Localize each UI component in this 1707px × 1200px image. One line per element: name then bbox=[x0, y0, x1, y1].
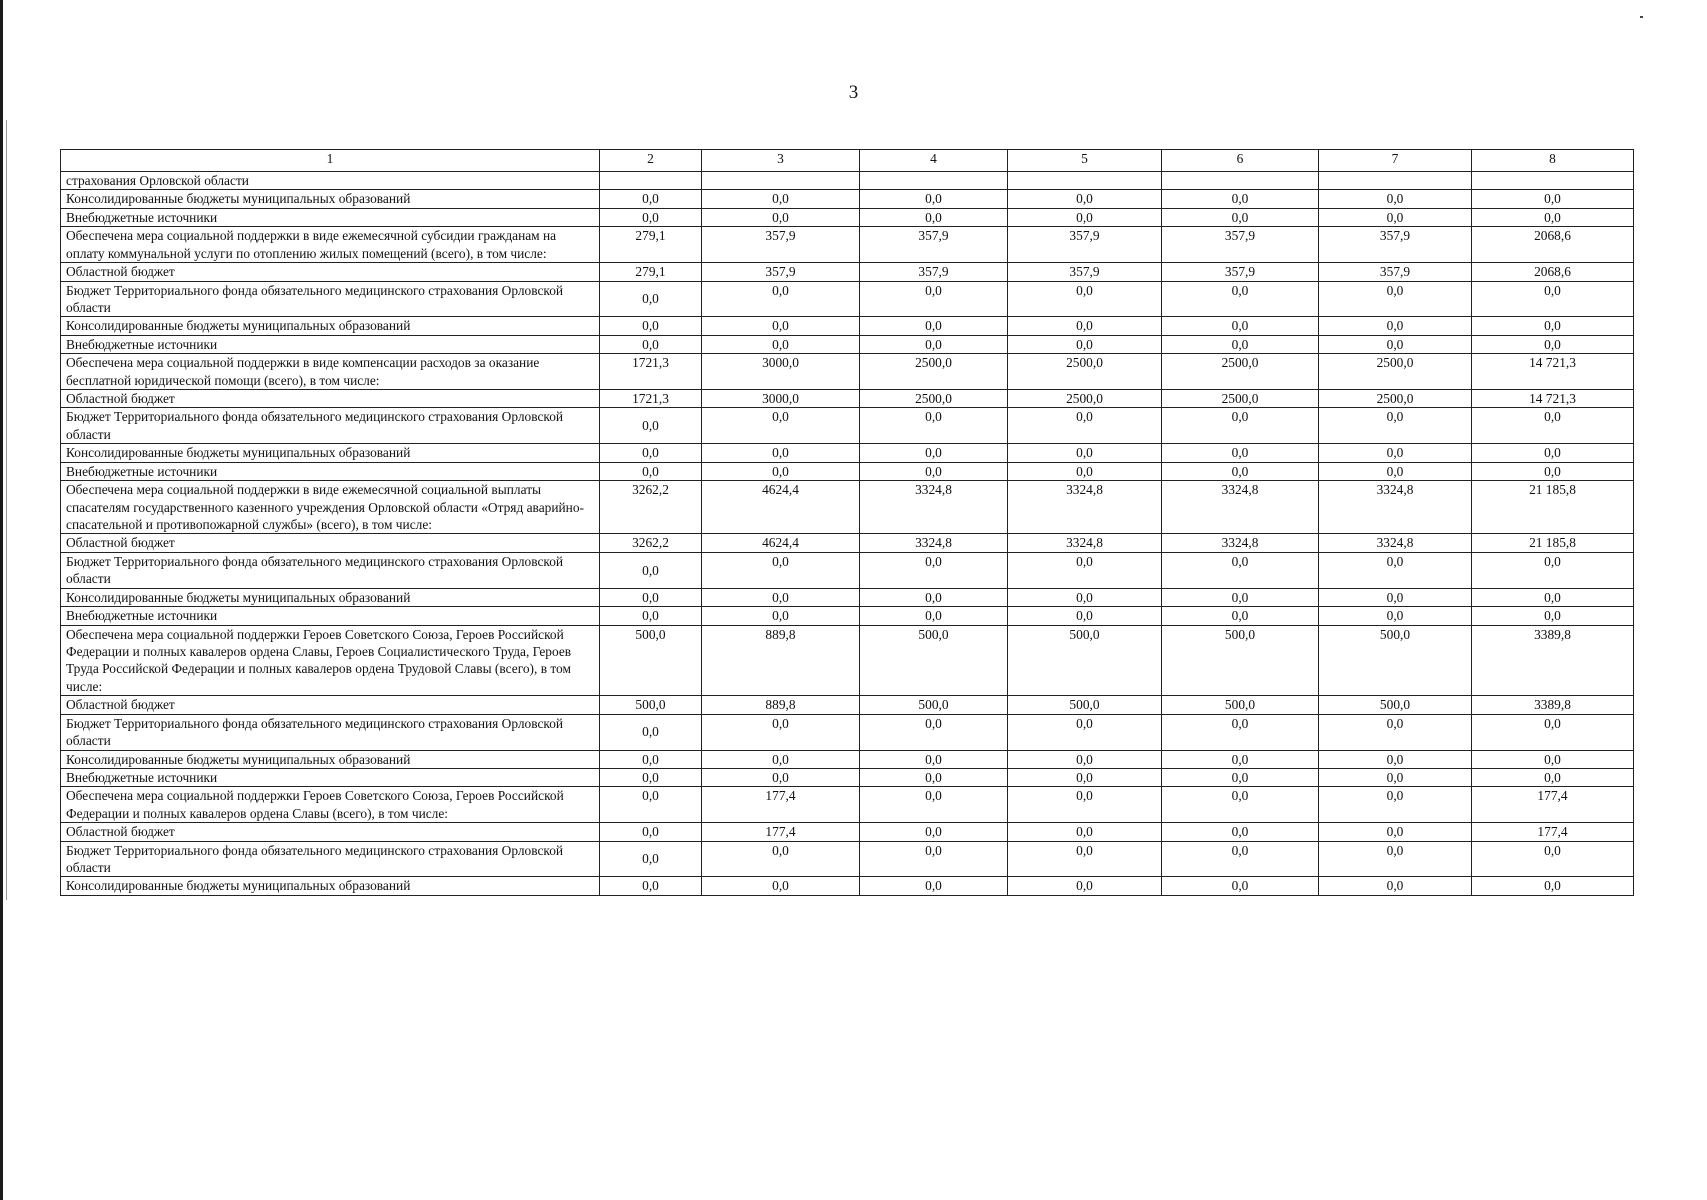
value-cell: 21 185,8 bbox=[1472, 534, 1634, 552]
value-cell: 0,0 bbox=[1162, 607, 1319, 625]
value-cell: 0,0 bbox=[600, 552, 702, 588]
row-label: Бюджет Территориального фонда обязательного медицинского страхования Орловской области bbox=[61, 714, 600, 750]
value-cell: 0,0 bbox=[1472, 281, 1634, 317]
row-label: Бюджет Территориального фонда обязательного медицинского страхования Орловской области bbox=[61, 841, 600, 877]
value-cell: 0,0 bbox=[600, 714, 702, 750]
value-cell: 2068,6 bbox=[1472, 263, 1634, 281]
value-cell: 0,0 bbox=[1319, 588, 1472, 606]
column-header: 3 bbox=[702, 150, 860, 172]
row-label: Областной бюджет bbox=[61, 534, 600, 552]
value-cell: 0,0 bbox=[1008, 408, 1162, 444]
value-cell: 0,0 bbox=[1162, 335, 1319, 353]
row-label: Консолидированные бюджеты муниципальных образований bbox=[61, 190, 600, 208]
value-cell: 0,0 bbox=[1472, 462, 1634, 480]
table-body bbox=[61, 172, 1634, 896]
table-row bbox=[61, 444, 1634, 462]
value-cell: 500,0 bbox=[1008, 625, 1162, 696]
value-cell: 2500,0 bbox=[1008, 390, 1162, 408]
value-cell: 0,0 bbox=[702, 281, 860, 317]
value-cell: 0,0 bbox=[860, 607, 1008, 625]
row-label: Областной бюджет bbox=[61, 263, 600, 281]
value-cell: 21 185,8 bbox=[1472, 481, 1634, 534]
value-cell: 0,0 bbox=[860, 208, 1008, 226]
row-label: Областной бюджет bbox=[61, 823, 600, 841]
value-cell: 2500,0 bbox=[1008, 354, 1162, 390]
value-cell: 3324,8 bbox=[1319, 534, 1472, 552]
value-cell: 500,0 bbox=[1319, 696, 1472, 714]
row-label: Консолидированные бюджеты муниципальных образований bbox=[61, 588, 600, 606]
table-row bbox=[61, 172, 1634, 190]
value-cell: 0,0 bbox=[702, 714, 860, 750]
value-cell: 0,0 bbox=[600, 462, 702, 480]
value-cell: 0,0 bbox=[702, 208, 860, 226]
value-cell: 0,0 bbox=[1472, 841, 1634, 877]
value-cell: 357,9 bbox=[1008, 227, 1162, 263]
value-cell: 1721,3 bbox=[600, 354, 702, 390]
page-number: 3 bbox=[848, 82, 859, 103]
table-row bbox=[61, 190, 1634, 208]
value-cell: 0,0 bbox=[702, 750, 860, 768]
value-cell: 0,0 bbox=[1319, 787, 1472, 823]
value-cell: 177,4 bbox=[1472, 787, 1634, 823]
value-cell bbox=[1319, 172, 1472, 190]
value-cell: 279,1 bbox=[600, 227, 702, 263]
value-cell: 0,0 bbox=[1472, 190, 1634, 208]
value-cell: 0,0 bbox=[1472, 714, 1634, 750]
value-cell: 0,0 bbox=[860, 190, 1008, 208]
value-cell: 0,0 bbox=[860, 877, 1008, 895]
row-label: Бюджет Территориального фонда обязательного медицинского страхования Орловской области bbox=[61, 408, 600, 444]
column-header: 6 bbox=[1162, 150, 1319, 172]
value-cell: 0,0 bbox=[1162, 408, 1319, 444]
value-cell: 0,0 bbox=[860, 281, 1008, 317]
row-label: Обеспечена мера социальной поддержки Героев Советского Союза, Героев Российской Федерации и полных кавалеров ордена Славы, Героев Социалистического Труда, Героев Труда Российской Федерации и полных кавалеров ордена Трудовой Славы (всего), в том числе: bbox=[61, 625, 600, 696]
value-cell: 0,0 bbox=[1008, 823, 1162, 841]
value-cell: 177,4 bbox=[702, 787, 860, 823]
value-cell: 0,0 bbox=[860, 768, 1008, 786]
value-cell: 0,0 bbox=[702, 190, 860, 208]
value-cell: 0,0 bbox=[1008, 208, 1162, 226]
row-label: Внебюджетные источники bbox=[61, 768, 600, 786]
value-cell: 0,0 bbox=[600, 768, 702, 786]
table-row bbox=[61, 534, 1634, 552]
value-cell: 177,4 bbox=[702, 823, 860, 841]
value-cell: 357,9 bbox=[860, 263, 1008, 281]
value-cell: 0,0 bbox=[1319, 208, 1472, 226]
row-label: Внебюджетные источники bbox=[61, 208, 600, 226]
value-cell: 357,9 bbox=[1162, 263, 1319, 281]
value-cell: 3389,8 bbox=[1472, 696, 1634, 714]
table-row bbox=[61, 588, 1634, 606]
value-cell: 0,0 bbox=[860, 335, 1008, 353]
value-cell: 0,0 bbox=[860, 841, 1008, 877]
value-cell: 0,0 bbox=[1162, 552, 1319, 588]
table-row bbox=[61, 625, 1634, 696]
column-header: 7 bbox=[1319, 150, 1472, 172]
value-cell: 2068,6 bbox=[1472, 227, 1634, 263]
value-cell: 0,0 bbox=[1162, 877, 1319, 895]
value-cell: 14 721,3 bbox=[1472, 354, 1634, 390]
value-cell: 0,0 bbox=[1162, 588, 1319, 606]
value-cell: 0,0 bbox=[1162, 768, 1319, 786]
value-cell: 0,0 bbox=[1319, 462, 1472, 480]
value-cell: 500,0 bbox=[860, 625, 1008, 696]
value-cell bbox=[1162, 172, 1319, 190]
row-label: Обеспечена мера социальной поддержки в виде ежемесячной субсидии гражданам на оплату коммунальной услуги по отоплению жилых помещений (всего), в том числе: bbox=[61, 227, 600, 263]
table-row bbox=[61, 481, 1634, 534]
value-cell: 0,0 bbox=[1162, 444, 1319, 462]
value-cell: 0,0 bbox=[860, 823, 1008, 841]
value-cell: 0,0 bbox=[860, 750, 1008, 768]
value-cell: 0,0 bbox=[860, 588, 1008, 606]
table-row bbox=[61, 823, 1634, 841]
row-label: страхования Орловской области bbox=[61, 172, 600, 190]
value-cell: 0,0 bbox=[1162, 317, 1319, 335]
value-cell: 0,0 bbox=[600, 208, 702, 226]
value-cell: 14 721,3 bbox=[1472, 390, 1634, 408]
table-row bbox=[61, 354, 1634, 390]
value-cell: 0,0 bbox=[1162, 823, 1319, 841]
value-cell: 0,0 bbox=[1008, 335, 1162, 353]
table-row bbox=[61, 768, 1634, 786]
column-header: 5 bbox=[1008, 150, 1162, 172]
value-cell: 0,0 bbox=[1472, 552, 1634, 588]
value-cell: 0,0 bbox=[1008, 750, 1162, 768]
value-cell: 889,8 bbox=[702, 625, 860, 696]
value-cell: 0,0 bbox=[1319, 607, 1472, 625]
value-cell: 3000,0 bbox=[702, 354, 860, 390]
column-header: 8 bbox=[1472, 150, 1634, 172]
value-cell: 0,0 bbox=[600, 823, 702, 841]
table-row bbox=[61, 390, 1634, 408]
row-label: Бюджет Территориального фонда обязательного медицинского страхования Орловской области bbox=[61, 281, 600, 317]
value-cell: 0,0 bbox=[1319, 841, 1472, 877]
table-row bbox=[61, 335, 1634, 353]
row-label: Областной бюджет bbox=[61, 696, 600, 714]
value-cell: 0,0 bbox=[1319, 714, 1472, 750]
value-cell: 0,0 bbox=[1162, 750, 1319, 768]
value-cell: 0,0 bbox=[1008, 281, 1162, 317]
value-cell: 0,0 bbox=[702, 335, 860, 353]
value-cell: 0,0 bbox=[600, 281, 702, 317]
row-label: Областной бюджет bbox=[61, 390, 600, 408]
table-row bbox=[61, 750, 1634, 768]
value-cell: 0,0 bbox=[860, 408, 1008, 444]
value-cell: 0,0 bbox=[1472, 768, 1634, 786]
value-cell: 500,0 bbox=[1162, 696, 1319, 714]
column-header: 4 bbox=[860, 150, 1008, 172]
value-cell: 0,0 bbox=[1008, 768, 1162, 786]
value-cell: 500,0 bbox=[1008, 696, 1162, 714]
value-cell: 0,0 bbox=[860, 552, 1008, 588]
value-cell: 2500,0 bbox=[860, 354, 1008, 390]
value-cell: 0,0 bbox=[702, 607, 860, 625]
value-cell: 0,0 bbox=[600, 588, 702, 606]
value-cell: 0,0 bbox=[702, 841, 860, 877]
value-cell: 0,0 bbox=[1162, 841, 1319, 877]
value-cell: 0,0 bbox=[600, 607, 702, 625]
value-cell: 0,0 bbox=[1008, 787, 1162, 823]
value-cell: 0,0 bbox=[600, 408, 702, 444]
value-cell: 2500,0 bbox=[1162, 354, 1319, 390]
value-cell: 0,0 bbox=[600, 787, 702, 823]
value-cell: 0,0 bbox=[1472, 607, 1634, 625]
value-cell: 3262,2 bbox=[600, 481, 702, 534]
value-cell: 357,9 bbox=[1319, 263, 1472, 281]
value-cell: 357,9 bbox=[1008, 263, 1162, 281]
value-cell: 0,0 bbox=[1319, 768, 1472, 786]
value-cell: 0,0 bbox=[1008, 841, 1162, 877]
table-row bbox=[61, 877, 1634, 895]
value-cell: 0,0 bbox=[1008, 552, 1162, 588]
column-header: 1 bbox=[61, 150, 600, 172]
value-cell: 3324,8 bbox=[860, 534, 1008, 552]
row-label: Внебюджетные источники bbox=[61, 607, 600, 625]
value-cell: 357,9 bbox=[702, 227, 860, 263]
value-cell: 0,0 bbox=[860, 714, 1008, 750]
value-cell: 0,0 bbox=[600, 750, 702, 768]
value-cell: 177,4 bbox=[1472, 823, 1634, 841]
value-cell: 0,0 bbox=[860, 444, 1008, 462]
table-row bbox=[61, 714, 1634, 750]
value-cell: 0,0 bbox=[1472, 335, 1634, 353]
row-label: Консолидированные бюджеты муниципальных образований bbox=[61, 317, 600, 335]
value-cell: 4624,4 bbox=[702, 481, 860, 534]
value-cell: 3324,8 bbox=[860, 481, 1008, 534]
row-label: Бюджет Территориального фонда обязательного медицинского страхования Орловской области bbox=[61, 552, 600, 588]
value-cell bbox=[702, 172, 860, 190]
value-cell: 0,0 bbox=[1008, 607, 1162, 625]
value-cell: 0,0 bbox=[1162, 787, 1319, 823]
value-cell: 3389,8 bbox=[1472, 625, 1634, 696]
value-cell: 500,0 bbox=[600, 625, 702, 696]
value-cell: 3324,8 bbox=[1319, 481, 1472, 534]
value-cell: 0,0 bbox=[600, 841, 702, 877]
row-label: Консолидированные бюджеты муниципальных образований bbox=[61, 877, 600, 895]
value-cell: 0,0 bbox=[1472, 877, 1634, 895]
value-cell: 0,0 bbox=[702, 408, 860, 444]
table-row bbox=[61, 208, 1634, 226]
value-cell: 0,0 bbox=[1008, 588, 1162, 606]
value-cell: 357,9 bbox=[1319, 227, 1472, 263]
value-cell: 1721,3 bbox=[600, 390, 702, 408]
value-cell: 0,0 bbox=[1162, 281, 1319, 317]
value-cell: 0,0 bbox=[1319, 335, 1472, 353]
value-cell: 0,0 bbox=[702, 877, 860, 895]
value-cell: 2500,0 bbox=[1319, 390, 1472, 408]
value-cell: 0,0 bbox=[702, 444, 860, 462]
table-row bbox=[61, 227, 1634, 263]
value-cell: 500,0 bbox=[860, 696, 1008, 714]
row-label: Консолидированные бюджеты муниципальных образований bbox=[61, 444, 600, 462]
value-cell: 0,0 bbox=[860, 462, 1008, 480]
value-cell: 889,8 bbox=[702, 696, 860, 714]
value-cell: 0,0 bbox=[1319, 317, 1472, 335]
value-cell: 357,9 bbox=[1162, 227, 1319, 263]
budget-table bbox=[60, 149, 1634, 896]
table-row bbox=[61, 408, 1634, 444]
binding-edge bbox=[0, 0, 3, 1200]
table-row bbox=[61, 607, 1634, 625]
table-row bbox=[61, 281, 1634, 317]
value-cell: 0,0 bbox=[702, 768, 860, 786]
value-cell: 0,0 bbox=[1319, 823, 1472, 841]
value-cell: 0,0 bbox=[1472, 317, 1634, 335]
value-cell: 0,0 bbox=[1008, 317, 1162, 335]
value-cell: 0,0 bbox=[1472, 588, 1634, 606]
row-label: Обеспечена мера социальной поддержки Героев Советского Союза, Героев Российской Федерации и полных кавалеров ордена Славы (всего), в том числе: bbox=[61, 787, 600, 823]
value-cell: 0,0 bbox=[1008, 877, 1162, 895]
value-cell: 0,0 bbox=[1008, 714, 1162, 750]
value-cell: 0,0 bbox=[860, 787, 1008, 823]
value-cell bbox=[1008, 172, 1162, 190]
header-row bbox=[61, 150, 1634, 172]
value-cell: 2500,0 bbox=[1162, 390, 1319, 408]
table-row bbox=[61, 787, 1634, 823]
value-cell: 0,0 bbox=[1319, 552, 1472, 588]
table-row bbox=[61, 462, 1634, 480]
row-label: Внебюджетные источники bbox=[61, 335, 600, 353]
value-cell: 0,0 bbox=[1319, 877, 1472, 895]
table-row bbox=[61, 841, 1634, 877]
value-cell: 2500,0 bbox=[860, 390, 1008, 408]
value-cell: 0,0 bbox=[600, 877, 702, 895]
value-cell: 4624,4 bbox=[702, 534, 860, 552]
value-cell: 2500,0 bbox=[1319, 354, 1472, 390]
value-cell: 279,1 bbox=[600, 263, 702, 281]
value-cell: 0,0 bbox=[1472, 444, 1634, 462]
value-cell: 0,0 bbox=[1162, 462, 1319, 480]
value-cell: 0,0 bbox=[1319, 750, 1472, 768]
value-cell: 500,0 bbox=[1162, 625, 1319, 696]
table-row bbox=[61, 552, 1634, 588]
value-cell: 3324,8 bbox=[1008, 481, 1162, 534]
row-label: Обеспечена мера социальной поддержки в виде ежемесячной социальной выплаты спасателям государственного казенного учреждения Орловской области «Отряд аварийно-спасательной и противопожарной службы» (всего), в том числе: bbox=[61, 481, 600, 534]
value-cell: 0,0 bbox=[600, 444, 702, 462]
value-cell: 0,0 bbox=[1319, 444, 1472, 462]
value-cell: 0,0 bbox=[702, 462, 860, 480]
column-header: 2 bbox=[600, 150, 702, 172]
value-cell: 3262,2 bbox=[600, 534, 702, 552]
value-cell: 500,0 bbox=[600, 696, 702, 714]
value-cell: 500,0 bbox=[1319, 625, 1472, 696]
value-cell: 3000,0 bbox=[702, 390, 860, 408]
value-cell: 0,0 bbox=[600, 190, 702, 208]
row-label: Обеспечена мера социальной поддержки в виде компенсации расходов за оказание бесплатной юридической помощи (всего), в том числе: bbox=[61, 354, 600, 390]
row-label: Внебюджетные источники bbox=[61, 462, 600, 480]
value-cell: 357,9 bbox=[702, 263, 860, 281]
scan-speck bbox=[1640, 16, 1643, 18]
value-cell: 0,0 bbox=[1162, 190, 1319, 208]
value-cell: 0,0 bbox=[702, 552, 860, 588]
value-cell: 357,9 bbox=[860, 227, 1008, 263]
value-cell: 0,0 bbox=[1008, 190, 1162, 208]
table-row bbox=[61, 263, 1634, 281]
scan-line bbox=[6, 120, 7, 900]
value-cell: 0,0 bbox=[600, 335, 702, 353]
value-cell: 3324,8 bbox=[1162, 481, 1319, 534]
value-cell: 0,0 bbox=[600, 317, 702, 335]
value-cell: 0,0 bbox=[1008, 444, 1162, 462]
value-cell: 0,0 bbox=[860, 317, 1008, 335]
table-row bbox=[61, 317, 1634, 335]
table-row bbox=[61, 696, 1634, 714]
value-cell: 0,0 bbox=[1472, 750, 1634, 768]
value-cell: 0,0 bbox=[1319, 190, 1472, 208]
value-cell: 3324,8 bbox=[1162, 534, 1319, 552]
value-cell: 0,0 bbox=[1472, 208, 1634, 226]
value-cell: 0,0 bbox=[1162, 714, 1319, 750]
value-cell: 0,0 bbox=[702, 588, 860, 606]
value-cell: 0,0 bbox=[1319, 281, 1472, 317]
value-cell: 0,0 bbox=[1162, 208, 1319, 226]
value-cell: 0,0 bbox=[1008, 462, 1162, 480]
value-cell: 3324,8 bbox=[1008, 534, 1162, 552]
value-cell bbox=[600, 172, 702, 190]
value-cell: 0,0 bbox=[1472, 408, 1634, 444]
value-cell bbox=[860, 172, 1008, 190]
row-label: Консолидированные бюджеты муниципальных образований bbox=[61, 750, 600, 768]
value-cell: 0,0 bbox=[1319, 408, 1472, 444]
value-cell: 0,0 bbox=[702, 317, 860, 335]
value-cell bbox=[1472, 172, 1634, 190]
